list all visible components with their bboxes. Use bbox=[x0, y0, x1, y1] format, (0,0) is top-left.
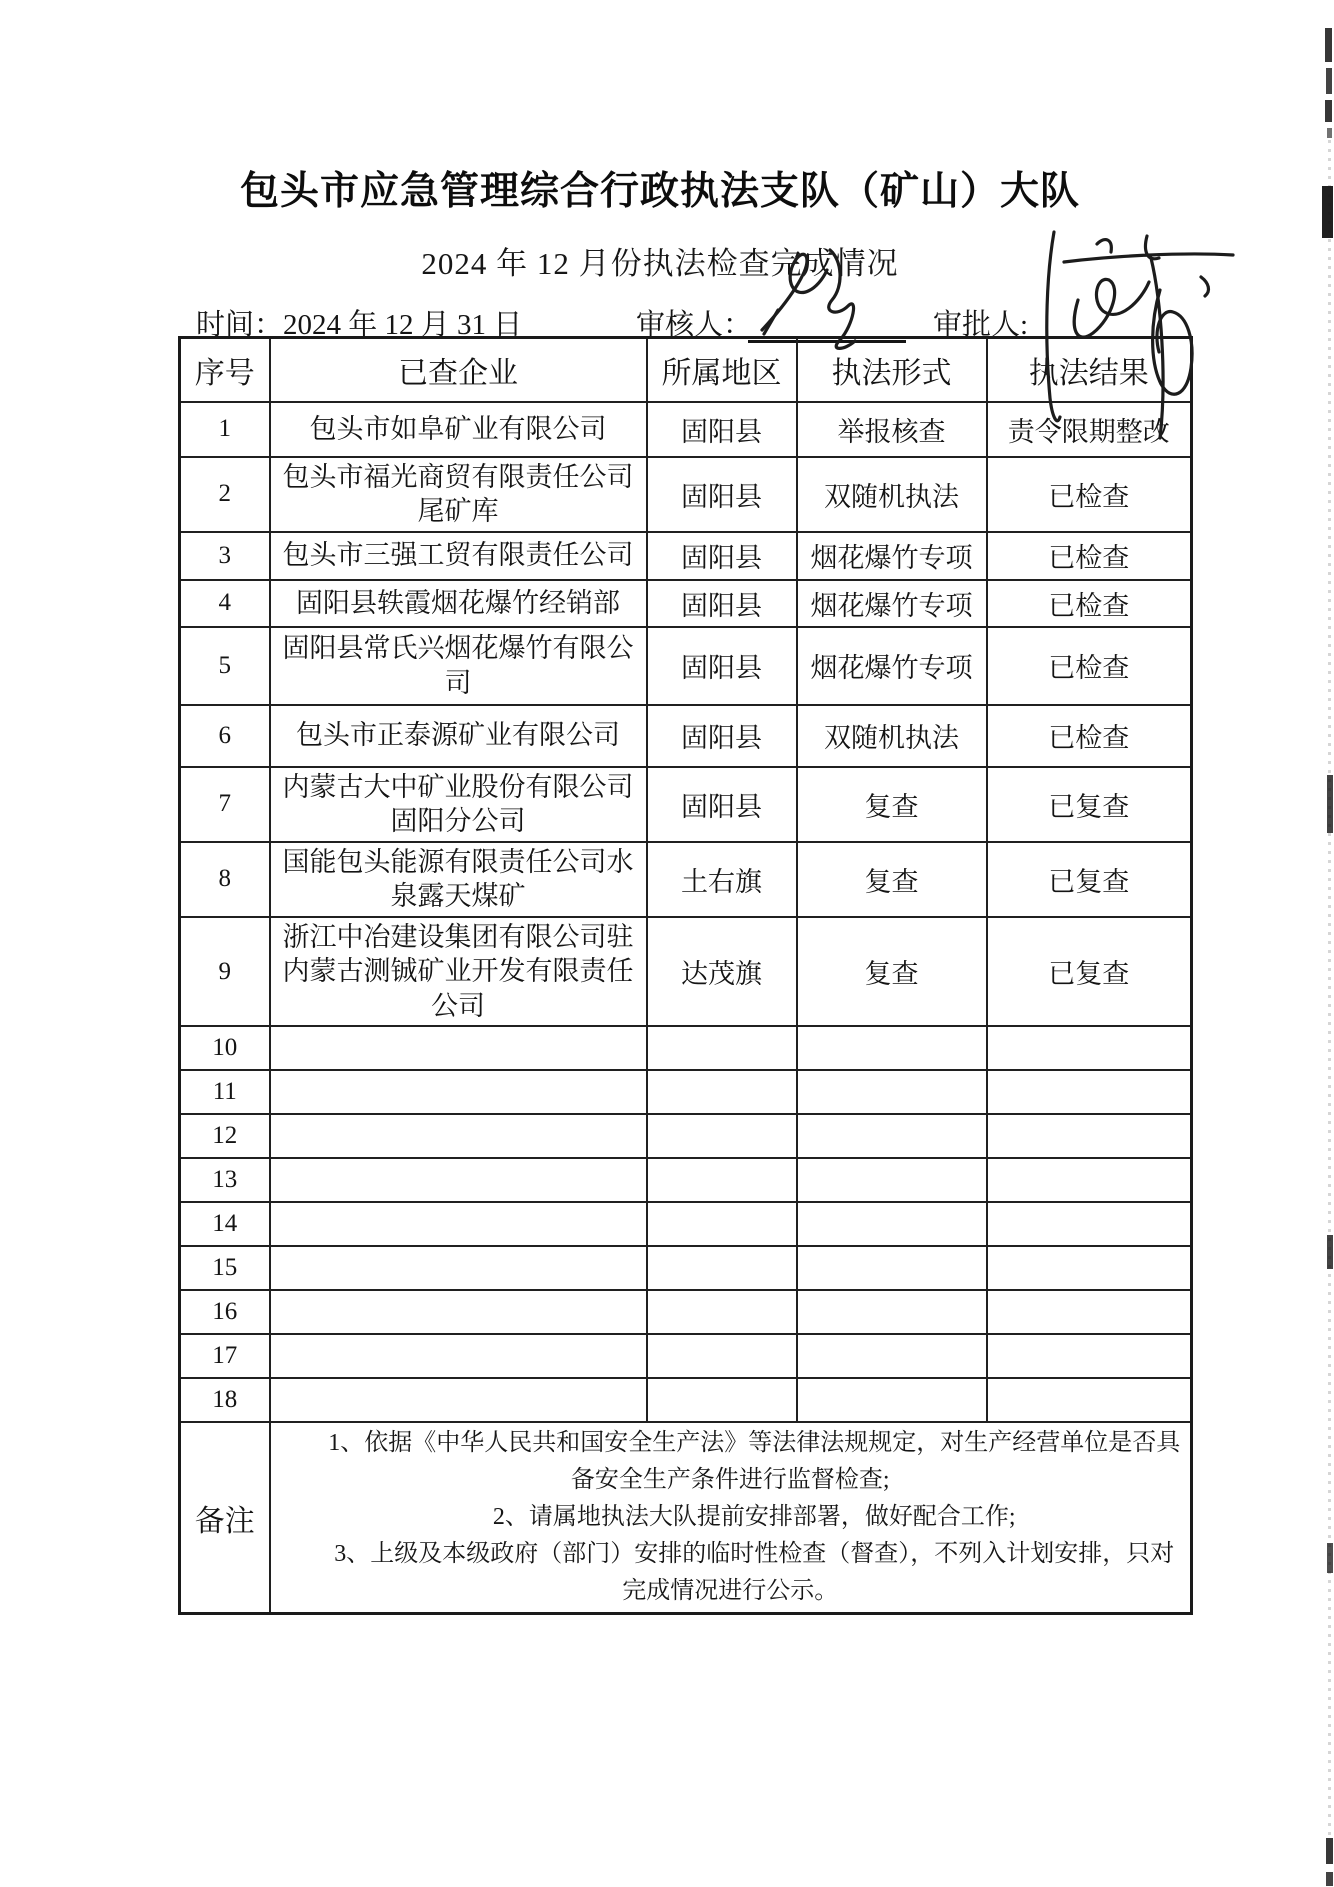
date-label: 时间： bbox=[196, 309, 284, 341]
cell-company bbox=[270, 1334, 647, 1378]
cell-form: 双随机执法 bbox=[797, 705, 987, 767]
table-row bbox=[180, 580, 1192, 627]
inspection-table bbox=[178, 336, 1193, 1615]
cell-region: 固阳县 bbox=[647, 402, 797, 457]
scan-artifact bbox=[1327, 775, 1333, 833]
table-row bbox=[180, 627, 1192, 705]
cell-company bbox=[270, 1378, 647, 1422]
remark-line: 3、上级及本级政府（部门）安排的临时性检查（督查），不列入计划安排，只对完成情况进行公示。 bbox=[334, 1541, 1175, 1605]
cell-no: 8 bbox=[180, 842, 270, 917]
cell-result bbox=[987, 1114, 1192, 1158]
cell-company bbox=[270, 1026, 647, 1070]
cell-no: 9 bbox=[180, 917, 270, 1027]
cell-company bbox=[270, 1070, 647, 1114]
scan-artifact bbox=[1326, 1872, 1333, 1886]
scan-artifact bbox=[1328, 140, 1331, 1840]
cell-company bbox=[270, 1202, 647, 1246]
table-row bbox=[180, 767, 1192, 842]
cell-company bbox=[270, 1158, 647, 1202]
table-row bbox=[180, 842, 1192, 917]
cell-result bbox=[987, 1334, 1192, 1378]
cell-region bbox=[647, 1334, 797, 1378]
cell-region: 固阳县 bbox=[647, 767, 797, 842]
page-title: 包头市应急管理综合行政执法支队（矿山）大队 bbox=[239, 170, 1080, 213]
cell-no: 15 bbox=[180, 1246, 270, 1290]
cell-no: 16 bbox=[180, 1290, 270, 1334]
cell-company: 固阳县轶霞烟花爆竹经销部 bbox=[270, 580, 647, 627]
cell-company bbox=[270, 1246, 647, 1290]
cell-result bbox=[987, 1202, 1192, 1246]
cell-form: 烟花爆竹专项 bbox=[797, 580, 987, 627]
cell-region bbox=[647, 1246, 797, 1290]
cell-region: 固阳县 bbox=[647, 457, 797, 532]
cell-form bbox=[797, 1026, 987, 1070]
table-row bbox=[180, 705, 1192, 767]
cell-form: 烟花爆竹专项 bbox=[797, 627, 987, 705]
cell-company bbox=[270, 1290, 647, 1334]
cell-no: 12 bbox=[180, 1114, 270, 1158]
scan-artifact bbox=[1326, 1838, 1333, 1864]
cell-company: 包头市如阜矿业有限公司 bbox=[270, 402, 647, 457]
table-row bbox=[180, 402, 1192, 457]
cell-no: 6 bbox=[180, 705, 270, 767]
table-body bbox=[180, 402, 1192, 1423]
table-row bbox=[180, 1070, 1192, 1114]
cell-region: 固阳县 bbox=[647, 580, 797, 627]
cell-result: 已复查 bbox=[987, 842, 1192, 917]
cell-company: 固阳县常氏兴烟花爆竹有限公司 bbox=[270, 627, 647, 705]
cell-result bbox=[987, 1158, 1192, 1202]
cell-region bbox=[647, 1026, 797, 1070]
cell-result bbox=[987, 1070, 1192, 1114]
table-header-row bbox=[180, 338, 1192, 402]
cell-result bbox=[987, 1026, 1192, 1070]
table-row bbox=[180, 1290, 1192, 1334]
cell-region bbox=[647, 1114, 797, 1158]
cell-no: 18 bbox=[180, 1378, 270, 1422]
cell-no: 17 bbox=[180, 1334, 270, 1378]
table-row bbox=[180, 1114, 1192, 1158]
cell-result bbox=[987, 1246, 1192, 1290]
cell-no: 5 bbox=[180, 627, 270, 705]
cell-no: 13 bbox=[180, 1158, 270, 1202]
cell-region: 土右旗 bbox=[647, 842, 797, 917]
cell-no: 3 bbox=[180, 532, 270, 580]
cell-company: 包头市三强工贸有限责任公司 bbox=[270, 532, 647, 580]
cell-form bbox=[797, 1158, 987, 1202]
cell-form bbox=[797, 1246, 987, 1290]
cell-company: 浙江中冶建设集团有限公司驻内蒙古测铖矿业开发有限责任公司 bbox=[270, 917, 647, 1027]
header-company: 已查企业 bbox=[270, 338, 647, 402]
cell-region bbox=[647, 1070, 797, 1114]
remarks-content bbox=[277, 1425, 1185, 1610]
cell-region bbox=[647, 1290, 797, 1334]
cell-region: 固阳县 bbox=[647, 532, 797, 580]
remark-line: 1、依据《中华人民共和国安全生产法》等法律法规规定，对生产经营单位是否具备安全生产条件进行监督检查; bbox=[328, 1430, 1181, 1494]
header-no: 序号 bbox=[180, 338, 270, 402]
scan-artifact bbox=[1326, 68, 1332, 94]
cell-company: 国能包头能源有限责任公司水泉露天煤矿 bbox=[270, 842, 647, 917]
header-form: 执法形式 bbox=[797, 338, 987, 402]
cell-form bbox=[797, 1334, 987, 1378]
header-result: 执法结果 bbox=[987, 338, 1192, 402]
header-region: 所属地区 bbox=[647, 338, 797, 402]
cell-no: 7 bbox=[180, 767, 270, 842]
cell-no: 14 bbox=[180, 1202, 270, 1246]
cell-no: 4 bbox=[180, 580, 270, 627]
cell-no: 11 bbox=[180, 1070, 270, 1114]
cell-form bbox=[797, 1114, 987, 1158]
cell-region: 固阳县 bbox=[647, 627, 797, 705]
table-row bbox=[180, 1334, 1192, 1378]
scan-artifact bbox=[1327, 1235, 1333, 1269]
scan-artifact bbox=[1322, 186, 1333, 238]
scan-artifact bbox=[1325, 28, 1332, 62]
table-row bbox=[180, 1378, 1192, 1422]
cell-result: 已检查 bbox=[987, 580, 1192, 627]
cell-result: 已检查 bbox=[987, 457, 1192, 532]
cell-form: 复查 bbox=[797, 917, 987, 1027]
approver-label: 审批人: bbox=[933, 309, 1029, 341]
cell-result: 已检查 bbox=[987, 705, 1192, 767]
cell-form: 烟花爆竹专项 bbox=[797, 532, 987, 580]
cell-region bbox=[647, 1158, 797, 1202]
cell-result bbox=[987, 1378, 1192, 1422]
cell-result: 已检查 bbox=[987, 627, 1192, 705]
cell-form bbox=[797, 1202, 987, 1246]
table-row bbox=[180, 1246, 1192, 1290]
table-row bbox=[180, 1158, 1192, 1202]
scan-artifact bbox=[1327, 1543, 1333, 1573]
table-row bbox=[180, 1026, 1192, 1070]
cell-result: 已复查 bbox=[987, 917, 1192, 1027]
cell-form: 双随机执法 bbox=[797, 457, 987, 532]
cell-form bbox=[797, 1378, 987, 1422]
table-row bbox=[180, 917, 1192, 1027]
scan-artifact bbox=[1327, 128, 1332, 138]
remarks-cell bbox=[270, 1422, 1192, 1614]
cell-company: 内蒙古大中矿业股份有限公司固阳分公司 bbox=[270, 767, 647, 842]
cell-no: 1 bbox=[180, 402, 270, 457]
cell-company: 包头市福光商贸有限责任公司尾矿库 bbox=[270, 457, 647, 532]
cell-no: 2 bbox=[180, 457, 270, 532]
cell-region bbox=[647, 1202, 797, 1246]
cell-form bbox=[797, 1070, 987, 1114]
remarks-row bbox=[180, 1422, 1192, 1614]
cell-region: 达茂旗 bbox=[647, 917, 797, 1027]
cell-form bbox=[797, 1290, 987, 1334]
table-row bbox=[180, 457, 1192, 532]
cell-region: 固阳县 bbox=[647, 705, 797, 767]
scan-artifact bbox=[1325, 100, 1332, 122]
approver-signature-line bbox=[1044, 302, 1190, 339]
table-row bbox=[180, 532, 1192, 580]
remarks-label: 备注 bbox=[180, 1422, 270, 1614]
reviewer-label: 审核人： bbox=[636, 309, 753, 341]
remark-line: 2、请属地执法大队提前安排部署，做好配合工作; bbox=[492, 1504, 1016, 1531]
cell-result: 已检查 bbox=[987, 532, 1192, 580]
cell-result: 责令限期整改 bbox=[987, 402, 1192, 457]
cell-result: 已复查 bbox=[987, 767, 1192, 842]
cell-form: 举报核查 bbox=[797, 402, 987, 457]
cell-form: 复查 bbox=[797, 767, 987, 842]
cell-form: 复查 bbox=[797, 842, 987, 917]
date-value: 2024 年 12 月 31 日 bbox=[283, 309, 523, 341]
cell-region bbox=[647, 1378, 797, 1422]
cell-company bbox=[270, 1114, 647, 1158]
cell-company: 包头市正泰源矿业有限公司 bbox=[270, 705, 647, 767]
cell-no: 10 bbox=[180, 1026, 270, 1070]
cell-result bbox=[987, 1290, 1192, 1334]
page-subtitle: 2024 年 12 月份执法检查完成情况 bbox=[421, 246, 899, 281]
table-row bbox=[180, 1202, 1192, 1246]
